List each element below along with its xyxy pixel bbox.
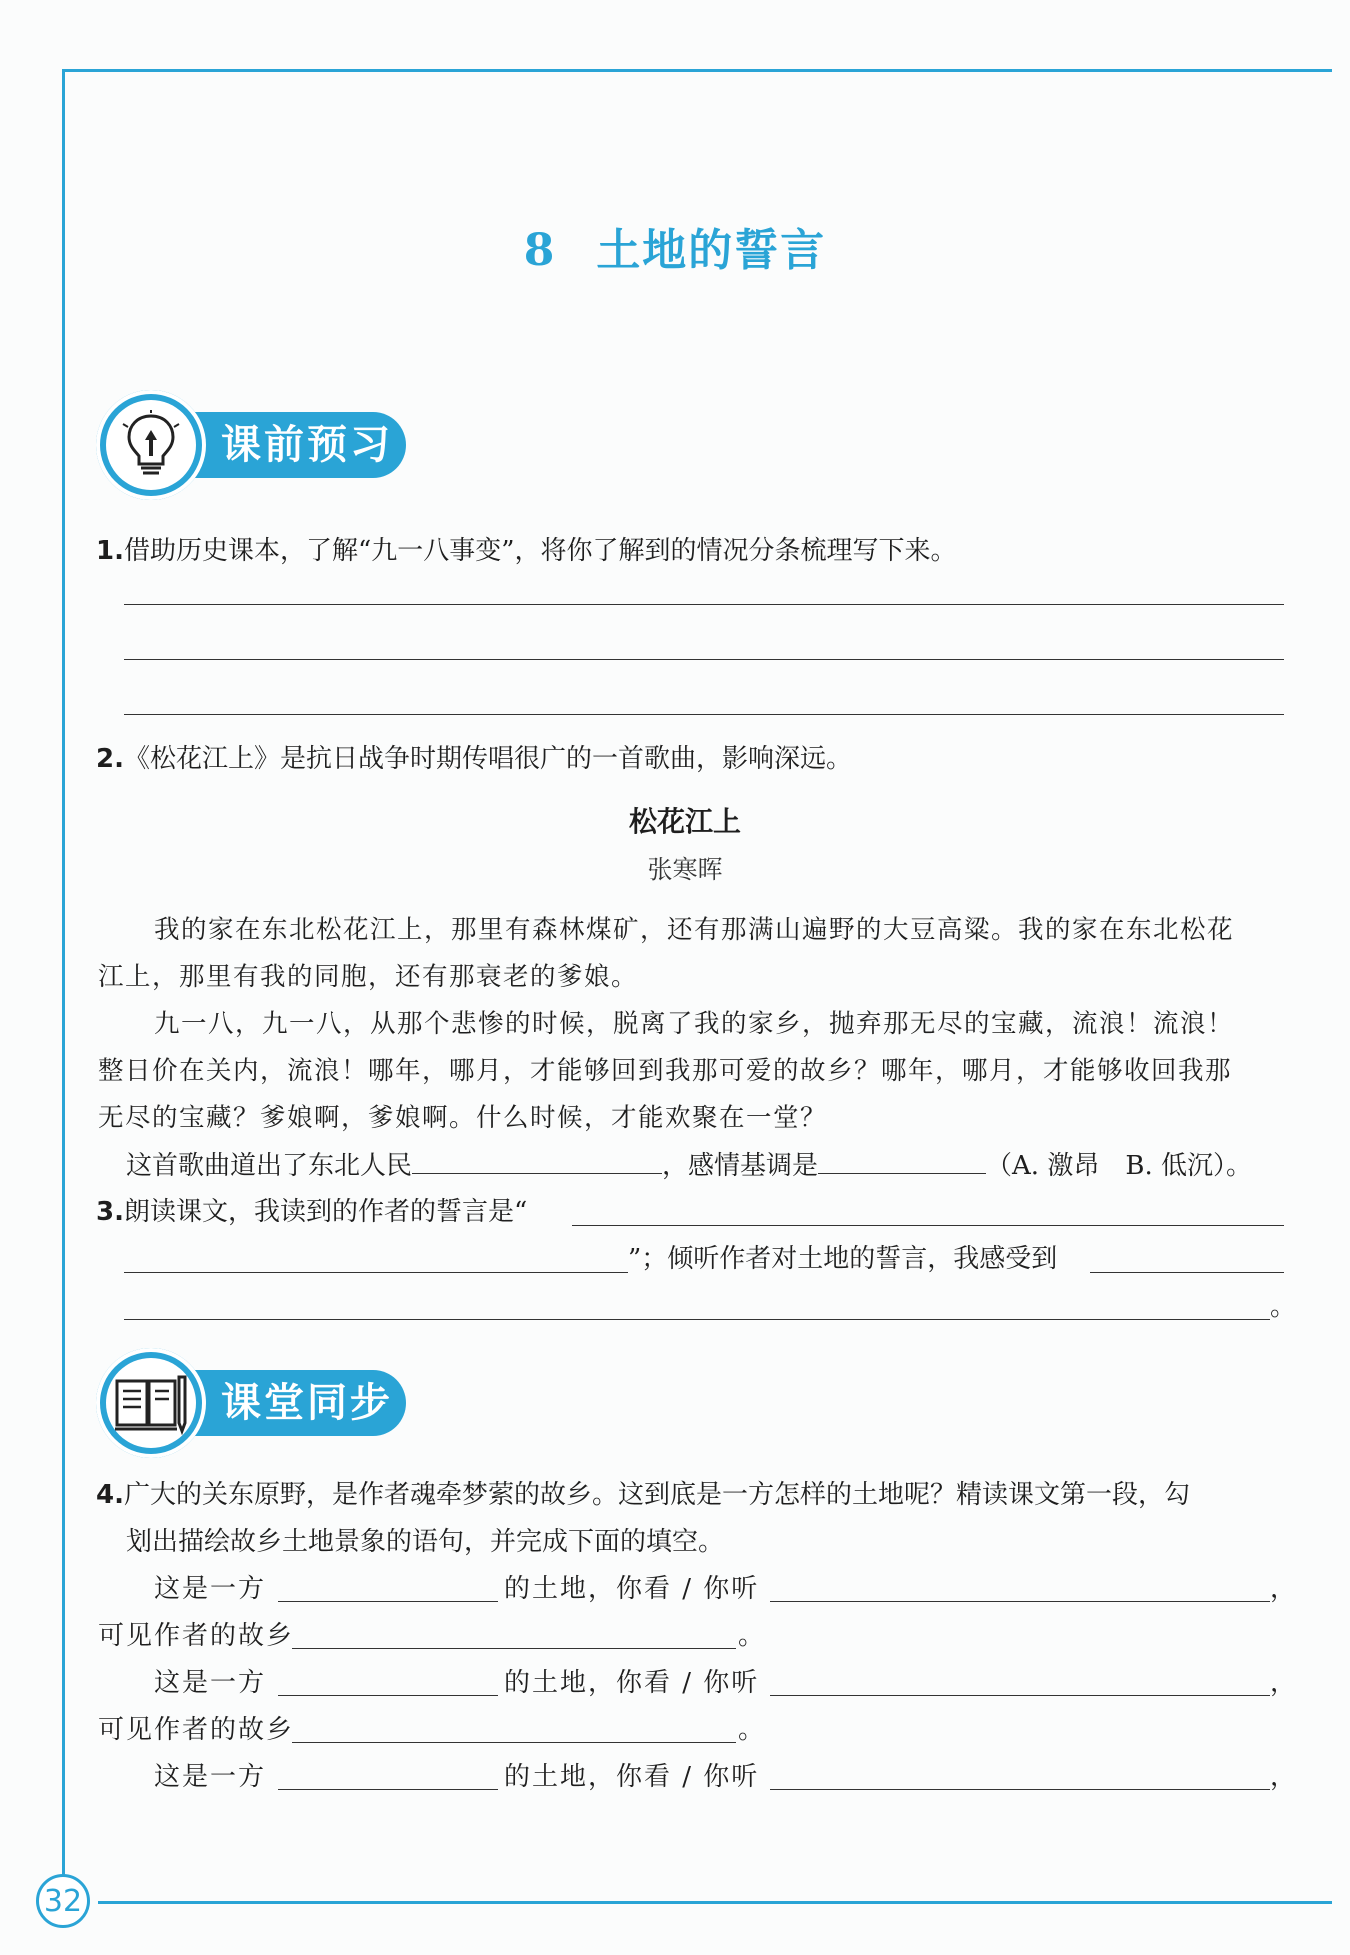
page-frame-bottom (98, 1901, 1332, 1904)
answer-line[interactable] (124, 1272, 628, 1273)
lyric-line: 九一八，九一八，从那个悲惨的时候，脱离了我的家乡，抛弃那无尽的宝藏，流浪！流浪！ (154, 1009, 1235, 1039)
fill-blank[interactable] (292, 1648, 736, 1649)
fill-text: 这首歌曲道出了东北人民 (126, 1151, 413, 1181)
fill-blank[interactable] (292, 1742, 736, 1743)
lyric-line: 我的家在东北松花江上，那里有森林煤矿，还有那满山遍野的大豆高粱。我的家在东北松花 (154, 915, 1235, 945)
fill-text: ，感情基调是 (662, 1151, 819, 1181)
section-label: 课堂同步 (221, 1380, 393, 1426)
section-badge-classroom (96, 1348, 416, 1458)
sentence-end: 。 (1270, 1292, 1297, 1322)
comma: ， (1270, 1668, 1297, 1698)
page-frame-top (62, 69, 1332, 72)
question-text: 借助历史课本，了解“九一八事变”，将你了解到的情况分条梳理写下来。 (123, 536, 957, 566)
lyric-line: 无尽的宝藏？爹娘啊，爹娘啊。什么时候，才能欢聚在一堂？ (98, 1103, 828, 1133)
question-4 (96, 1478, 1190, 1512)
fill-row-c: 可见作者的故乡 (98, 1621, 295, 1651)
lesson-number: 8 (523, 225, 557, 276)
question-number: 4. (96, 1480, 124, 1510)
question-text: 广大的关东原野，是作者魂牵梦萦的故乡。这到底是一方怎样的土地呢？精读课文第一段，勾 (123, 1480, 1190, 1510)
question-1 (96, 534, 957, 568)
question-3 (96, 1195, 527, 1229)
lesson-title (0, 214, 1350, 278)
period: 。 (738, 1715, 765, 1745)
answer-line[interactable] (124, 604, 1284, 605)
badge-circle (96, 1348, 206, 1458)
question-text: 《松花江上》是抗日战争时期传唱很广的一首歌曲，影响深远。 (123, 744, 852, 774)
fill-row-b: 的土地，你看 / 你听 (504, 1762, 760, 1792)
fill-blank[interactable] (412, 1147, 662, 1174)
question-2 (96, 742, 852, 776)
fill-row-a: 这是一方 (154, 1762, 267, 1792)
comma: ， (1270, 1762, 1297, 1792)
fill-blank[interactable] (278, 1601, 498, 1602)
section-badge-preview (96, 390, 416, 500)
lightbulb-icon (106, 400, 196, 490)
answer-line[interactable] (572, 1225, 1284, 1226)
question-text: 朗读课文，我读到的作者的誓言是“ (123, 1197, 528, 1227)
fill-row-a: 这是一方 (154, 1668, 267, 1698)
fill-row-b: 的土地，你看 / 你听 (504, 1668, 760, 1698)
question-2-fill (126, 1147, 1252, 1183)
question-number: 1. (96, 536, 124, 566)
fill-options: （A. 激昂 B. 低沉）。 (986, 1151, 1252, 1181)
question-4-line2: 划出描绘故乡土地景象的语句，并完成下面的填空。 (126, 1527, 725, 1557)
fill-blank[interactable] (278, 1695, 498, 1696)
question-3-continued: ”；倾听作者对土地的誓言，我感受到 (628, 1244, 1058, 1274)
question-number: 2. (96, 744, 124, 774)
lesson-title-text: 土地的誓言 (596, 225, 827, 276)
fill-blank[interactable] (770, 1789, 1270, 1790)
fill-row-b: 的土地，你看 / 你听 (504, 1574, 760, 1604)
fill-blank[interactable] (278, 1789, 498, 1790)
comma: ， (1270, 1574, 1297, 1604)
lyric-line: 江上，那里有我的同胞，还有那衰老的爹娘。 (98, 962, 639, 992)
badge-circle (96, 390, 206, 500)
song-title: 松花江上 (628, 805, 741, 838)
fill-blank[interactable] (770, 1601, 1270, 1602)
song-author: 张寒晖 (647, 855, 723, 884)
fill-row-a: 这是一方 (154, 1574, 267, 1604)
page-number: 32 (36, 1874, 90, 1928)
answer-line[interactable] (124, 714, 1284, 715)
answer-line[interactable] (124, 1319, 1270, 1320)
page-frame-left (62, 69, 65, 1900)
fill-blank[interactable] (818, 1147, 986, 1174)
period: 。 (738, 1621, 765, 1651)
fill-blank[interactable] (770, 1695, 1270, 1696)
fill-row-c: 可见作者的故乡 (98, 1715, 295, 1745)
lyric-line: 整日价在关内，流浪！哪年，哪月，才能够回到我那可爱的故乡？哪年，哪月，才能够收回我那 (98, 1056, 1233, 1086)
question-number: 3. (96, 1197, 124, 1227)
answer-line[interactable] (124, 659, 1284, 660)
book-pencil-icon (106, 1358, 196, 1448)
answer-line[interactable] (1090, 1272, 1284, 1273)
section-label: 课前预习 (221, 422, 393, 468)
